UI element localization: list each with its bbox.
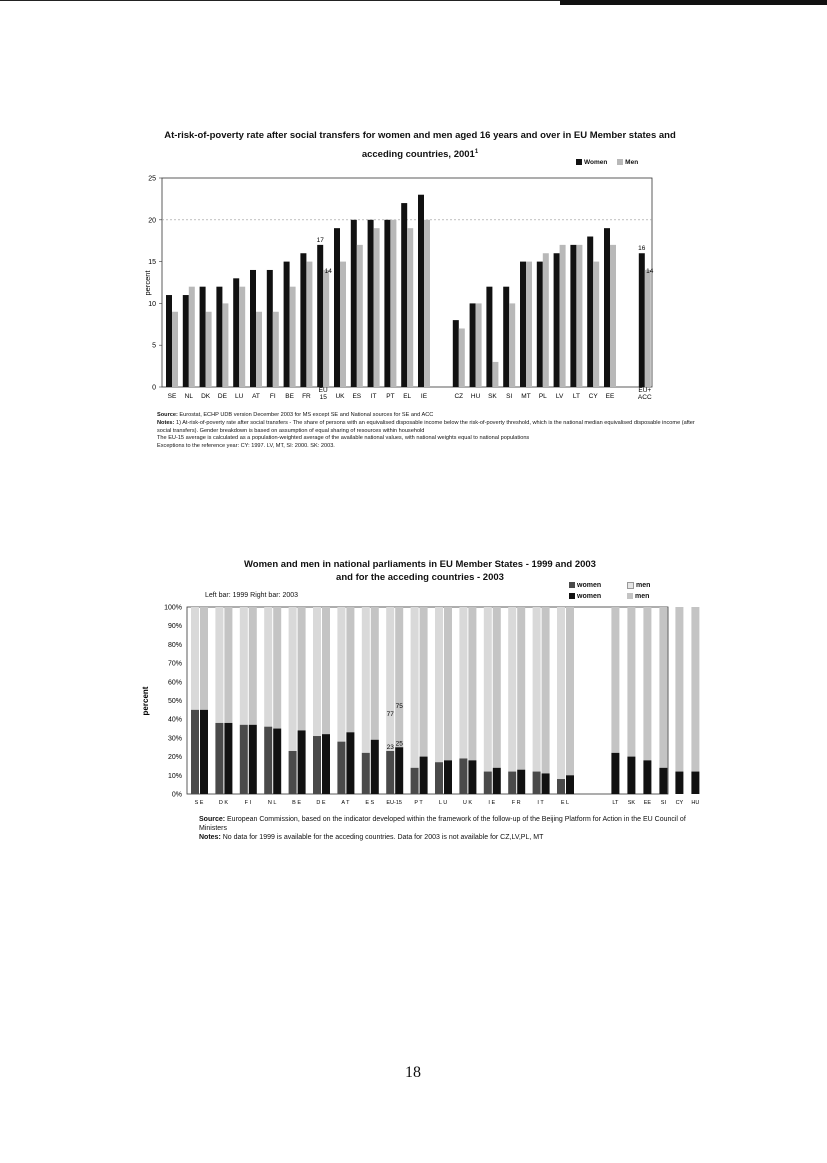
y-tick-label: 20	[148, 217, 156, 225]
bar-men-2003	[517, 607, 525, 770]
data-label: 23	[386, 743, 394, 751]
bar-women-2003	[659, 768, 667, 794]
bar-men-2003	[371, 607, 379, 740]
bar-men-2003	[298, 607, 306, 730]
bar-men-1999	[533, 607, 541, 772]
x-tick-label: BE	[285, 393, 294, 400]
bar-women-2003	[611, 753, 619, 794]
bar-men-1999	[386, 607, 394, 751]
bar-women-2003	[273, 729, 281, 794]
bar-men-2003	[224, 607, 232, 723]
y-tick-label: 20%	[167, 754, 182, 762]
x-tick-label: ACC	[637, 394, 652, 401]
data-label: 75	[395, 703, 403, 711]
bar-men-1999	[484, 607, 492, 772]
x-tick-label: I T	[537, 800, 544, 806]
bar-women-1999	[215, 723, 223, 794]
x-tick-label: D E	[316, 800, 326, 806]
bar-women-1999	[362, 753, 370, 794]
y-tick-label: 30%	[167, 735, 182, 743]
x-tick-label: FI	[269, 393, 276, 400]
bar-women-1999	[386, 751, 394, 794]
bar-women-2003	[643, 760, 651, 794]
x-tick-label: D K	[218, 800, 228, 806]
x-tick-label: SI	[660, 800, 667, 806]
bar-women-2003	[200, 710, 208, 794]
bar-women-2003	[493, 768, 501, 794]
bar-women-2003	[468, 760, 476, 794]
legend-women: Women	[576, 159, 607, 166]
x-tick-label: CZ	[454, 393, 464, 400]
x-tick-label: MT	[521, 393, 531, 400]
x-tick-label: E S	[365, 800, 375, 806]
chart2-notes: Source: European Commission, based on the indicator developed within the framework of the follow-up of the Beijing Platform for Action in the EU Council of Ministers Notes: No data for 1999 is available for the acceding countries. Data for 2003 is not available for CZ,LV,PL, MT	[199, 816, 686, 841]
bar-men-1999	[337, 607, 345, 742]
bar-men-2003	[444, 607, 452, 760]
bar-women-1999	[337, 742, 345, 794]
x-tick-label: P T	[414, 800, 423, 806]
bar-women-2003	[517, 770, 525, 794]
x-tick-label: N L	[267, 800, 277, 806]
chart2-title: Women and men in national parliaments in EU Member States - 1999 and 2003 and for the acceding countries - 2003	[244, 559, 596, 583]
data-label: 14	[646, 267, 654, 275]
bar-men-1999	[508, 607, 516, 772]
data-label: 17	[316, 236, 324, 244]
bar-men-2003	[691, 607, 699, 772]
page-number: 18	[405, 1064, 421, 1081]
x-tick-label: EL	[403, 393, 412, 400]
bar-women-1999	[191, 710, 199, 794]
x-tick-label: LV	[555, 393, 564, 400]
x-tick-label: ES	[352, 393, 362, 400]
bar-men-2003	[200, 607, 208, 710]
y-tick-label: 90%	[167, 623, 182, 631]
bar-men-1999	[411, 607, 419, 768]
bar-men-2003	[566, 607, 574, 775]
bar-women-2003	[420, 757, 428, 794]
x-tick-label: E L	[560, 800, 570, 806]
bar-women-2003	[444, 760, 452, 794]
bar-women-2003	[346, 732, 354, 794]
x-tick-label: U K	[462, 800, 472, 806]
y-tick-label: 40%	[167, 716, 182, 724]
x-tick-label: SK	[488, 393, 497, 400]
bar-men-2003	[273, 607, 281, 729]
bar-women-2003	[371, 740, 379, 794]
bar-women-1999	[289, 751, 297, 794]
bar-men-2003	[643, 607, 651, 760]
bar-women-1999	[411, 768, 419, 794]
bar-women-1999	[533, 772, 541, 794]
bar-men-1999	[240, 607, 248, 725]
x-tick-label: A T	[341, 800, 350, 806]
bar-women-1999	[313, 736, 321, 794]
x-tick-label: UK	[335, 393, 345, 400]
x-tick-label: AT	[252, 393, 260, 400]
bar-men-1999	[215, 607, 223, 723]
x-tick-label: B E	[292, 800, 302, 806]
y-axis-label: percent	[141, 686, 150, 716]
x-tick-label: PL	[538, 393, 547, 400]
y-tick-label: 50%	[167, 698, 182, 705]
bar-women-2003	[322, 734, 330, 794]
bar-women-2003	[675, 772, 683, 794]
x-tick-label: EU+	[638, 387, 652, 394]
y-tick-label: 10	[148, 300, 156, 308]
bar-women-2003	[249, 725, 257, 794]
bar-women-2003	[395, 747, 403, 794]
bar-men-2003	[395, 607, 403, 747]
bar-women-1999	[557, 779, 565, 794]
x-tick-label: DK	[201, 393, 211, 400]
bar-women-2003	[298, 730, 306, 794]
bar-men-1999	[557, 607, 565, 779]
x-tick-label: HU	[691, 800, 700, 806]
x-tick-label: F R	[511, 800, 521, 806]
bar-women-2003	[566, 775, 574, 794]
x-tick-label: CY	[588, 393, 598, 400]
x-tick-label: SE	[167, 393, 177, 400]
bar-men-2003	[675, 607, 683, 772]
bar-men-1999	[191, 607, 199, 710]
legend-men: Men	[617, 159, 638, 166]
bar-women-2003	[627, 757, 635, 794]
data-label: 77	[386, 710, 394, 718]
x-tick-label: EE	[605, 393, 615, 400]
bar-men-2003	[322, 607, 330, 734]
bar-men-2003	[249, 607, 257, 725]
x-tick-label: EU	[318, 387, 328, 394]
chart1-notes: Source: Eurostat, ECHP UDB version December 2003 for MS except SE and National sources for SE and ACC Notes: 1) At-risk-of-poverty rate after social transfers - The share of persons with an equivalised disposable income below the risk-of-poverty threshold, which is the national median equivalised disposable income (after social transfers). Gender breakdown is based on assumption of equal sharing of resources within household The EU-15 average is calculated as a population-weighted average of the available national values, with national weights equal to national populations Exceptions to the reference year: CY: 1997. LV, MT, SI: 2000. SK: 2003.	[157, 412, 695, 450]
bar-men-1999	[362, 607, 370, 753]
chart2-legend: women men women men	[569, 580, 685, 602]
x-tick-label: NL	[184, 393, 193, 400]
bar-men-2003	[493, 607, 501, 768]
y-tick-label: 0%	[171, 791, 182, 799]
x-tick-label: IT	[370, 393, 377, 400]
x-tick-label: S E	[194, 800, 204, 806]
x-tick-label: PT	[386, 393, 395, 400]
bar-women-1999	[508, 772, 516, 794]
x-tick-label: 15	[319, 394, 327, 401]
data-label: 16	[638, 245, 646, 253]
x-tick-label: CY	[675, 800, 684, 806]
data-label: 14	[324, 267, 332, 275]
x-tick-label: L U	[438, 800, 448, 806]
y-tick-label: 60%	[167, 679, 182, 687]
bar-men-2003	[420, 607, 428, 757]
bar-women-1999	[264, 727, 272, 794]
bar-women-2003	[691, 772, 699, 794]
x-tick-label: EU-15	[386, 800, 402, 806]
chart2-subtitle: Left bar: 1999 Right bar: 2003	[205, 592, 299, 599]
y-tick-label: 0	[152, 384, 156, 392]
chart1-title: At-risk-of-poverty rate after social transfers for women and men aged 16 years and over in EU Member states and acceding countries, 2001$^1$	[164, 130, 676, 161]
x-tick-label: HU	[470, 393, 481, 400]
x-tick-label: FR	[302, 393, 311, 400]
bar-women-1999	[484, 772, 492, 794]
bar-men-1999	[459, 607, 467, 758]
bar-men-2003	[659, 607, 667, 768]
bar-men-2003	[611, 607, 619, 753]
data-label: 25	[395, 740, 403, 748]
y-tick-label: 80%	[167, 641, 182, 649]
bar-men-2003	[542, 607, 550, 773]
y-tick-label: 25	[148, 175, 156, 183]
bar-men-2003	[346, 607, 354, 732]
x-tick-label: I E	[488, 800, 496, 806]
x-tick-label: F I	[244, 800, 252, 806]
bar-men-2003	[468, 607, 476, 760]
x-tick-label: DE	[217, 393, 227, 400]
bar-men-1999	[313, 607, 321, 736]
bar-men-1999	[435, 607, 443, 762]
x-tick-label: EE	[643, 800, 652, 806]
x-tick-label: LT	[612, 800, 619, 806]
bar-women-1999	[240, 725, 248, 794]
bar-women-1999	[435, 762, 443, 794]
y-tick-label: 10%	[167, 772, 182, 780]
x-tick-label: IE	[420, 393, 428, 400]
y-tick-label: 5	[152, 342, 156, 350]
x-tick-label: LU	[235, 393, 244, 400]
x-tick-label: SI	[506, 393, 513, 400]
bar-men-1999	[289, 607, 297, 751]
x-tick-label: LT	[572, 393, 580, 400]
bar-men-1999	[264, 607, 272, 727]
bar-women-2003	[224, 723, 232, 794]
bar-women-2003	[542, 773, 550, 794]
y-tick-label: 100%	[164, 604, 182, 612]
y-tick-label: 70%	[167, 660, 182, 668]
y-axis-label: percent	[143, 270, 152, 296]
y-tick-label: 15	[148, 259, 156, 267]
bar-women-1999	[459, 758, 467, 794]
x-tick-label: SK	[627, 800, 636, 806]
bar-men-2003	[627, 607, 635, 757]
